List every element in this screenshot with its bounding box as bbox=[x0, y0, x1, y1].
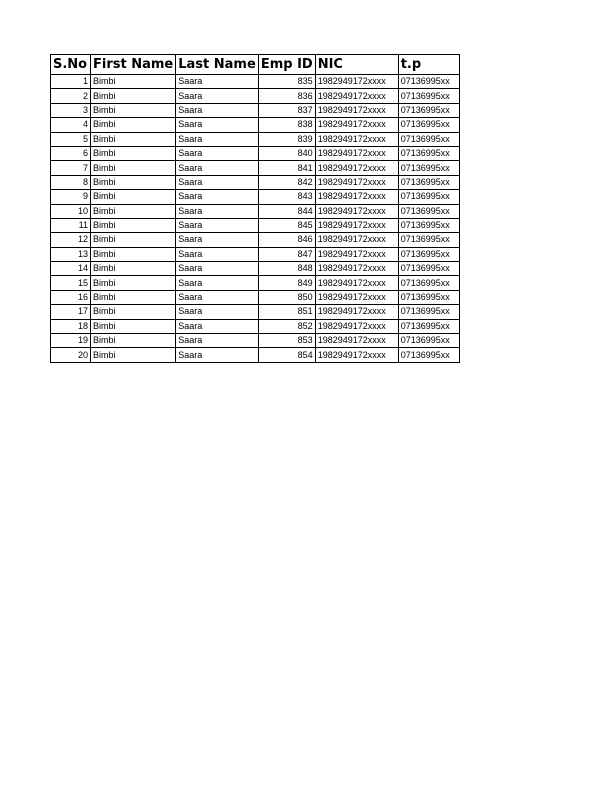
table-row bbox=[51, 175, 460, 189]
cell-sno: 9 bbox=[51, 190, 91, 204]
table-row bbox=[51, 204, 460, 218]
cell-tp: 07136995xx bbox=[398, 75, 459, 89]
cell-emp-id: 845 bbox=[258, 218, 315, 232]
cell-first-name: Bimbi bbox=[91, 175, 176, 189]
cell-sno: 6 bbox=[51, 146, 91, 160]
cell-emp-id: 849 bbox=[258, 276, 315, 290]
cell-last-name: Saara bbox=[176, 305, 259, 319]
cell-nic: 1982949172xxxx bbox=[315, 247, 398, 261]
cell-sno: 16 bbox=[51, 290, 91, 304]
cell-emp-id: 836 bbox=[258, 89, 315, 103]
cell-nic: 1982949172xxxx bbox=[315, 146, 398, 160]
cell-nic: 1982949172xxxx bbox=[315, 75, 398, 89]
cell-tp: 07136995xx bbox=[398, 89, 459, 103]
cell-sno: 3 bbox=[51, 103, 91, 117]
cell-last-name: Saara bbox=[176, 247, 259, 261]
cell-emp-id: 839 bbox=[258, 132, 315, 146]
table-row bbox=[51, 334, 460, 348]
cell-last-name: Saara bbox=[176, 175, 259, 189]
cell-sno: 14 bbox=[51, 262, 91, 276]
cell-last-name: Saara bbox=[176, 146, 259, 160]
cell-sno: 10 bbox=[51, 204, 91, 218]
table-row bbox=[51, 190, 460, 204]
header-nic: NIC bbox=[315, 55, 398, 75]
cell-emp-id: 837 bbox=[258, 103, 315, 117]
cell-last-name: Saara bbox=[176, 334, 259, 348]
table-row bbox=[51, 348, 460, 362]
table-row bbox=[51, 146, 460, 160]
cell-nic: 1982949172xxxx bbox=[315, 103, 398, 117]
table-row bbox=[51, 118, 460, 132]
cell-sno: 15 bbox=[51, 276, 91, 290]
cell-last-name: Saara bbox=[176, 204, 259, 218]
cell-sno: 11 bbox=[51, 218, 91, 232]
cell-first-name: Bimbi bbox=[91, 218, 176, 232]
header-sno: S.No bbox=[51, 55, 91, 75]
cell-first-name: Bimbi bbox=[91, 262, 176, 276]
cell-nic: 1982949172xxxx bbox=[315, 290, 398, 304]
cell-nic: 1982949172xxxx bbox=[315, 334, 398, 348]
cell-tp: 07136995xx bbox=[398, 218, 459, 232]
cell-tp: 07136995xx bbox=[398, 334, 459, 348]
cell-last-name: Saara bbox=[176, 262, 259, 276]
cell-emp-id: 848 bbox=[258, 262, 315, 276]
cell-sno: 18 bbox=[51, 319, 91, 333]
cell-tp: 07136995xx bbox=[398, 247, 459, 261]
cell-sno: 13 bbox=[51, 247, 91, 261]
table-row bbox=[51, 262, 460, 276]
cell-tp: 07136995xx bbox=[398, 132, 459, 146]
cell-nic: 1982949172xxxx bbox=[315, 348, 398, 362]
cell-emp-id: 844 bbox=[258, 204, 315, 218]
cell-nic: 1982949172xxxx bbox=[315, 89, 398, 103]
cell-last-name: Saara bbox=[176, 218, 259, 232]
cell-last-name: Saara bbox=[176, 89, 259, 103]
table-row bbox=[51, 290, 460, 304]
cell-last-name: Saara bbox=[176, 348, 259, 362]
cell-last-name: Saara bbox=[176, 319, 259, 333]
cell-nic: 1982949172xxxx bbox=[315, 204, 398, 218]
cell-tp: 07136995xx bbox=[398, 233, 459, 247]
table-row bbox=[51, 319, 460, 333]
cell-sno: 8 bbox=[51, 175, 91, 189]
cell-sno: 20 bbox=[51, 348, 91, 362]
cell-tp: 07136995xx bbox=[398, 305, 459, 319]
cell-tp: 07136995xx bbox=[398, 262, 459, 276]
cell-last-name: Saara bbox=[176, 103, 259, 117]
cell-last-name: Saara bbox=[176, 190, 259, 204]
cell-emp-id: 843 bbox=[258, 190, 315, 204]
table-row bbox=[51, 161, 460, 175]
cell-last-name: Saara bbox=[176, 276, 259, 290]
table-row bbox=[51, 247, 460, 261]
cell-nic: 1982949172xxxx bbox=[315, 233, 398, 247]
cell-first-name: Bimbi bbox=[91, 247, 176, 261]
cell-sno: 5 bbox=[51, 132, 91, 146]
cell-emp-id: 847 bbox=[258, 247, 315, 261]
table-row bbox=[51, 305, 460, 319]
cell-last-name: Saara bbox=[176, 75, 259, 89]
cell-last-name: Saara bbox=[176, 118, 259, 132]
cell-first-name: Bimbi bbox=[91, 132, 176, 146]
header-last-name: Last Name bbox=[176, 55, 259, 75]
cell-nic: 1982949172xxxx bbox=[315, 262, 398, 276]
cell-tp: 07136995xx bbox=[398, 348, 459, 362]
cell-nic: 1982949172xxxx bbox=[315, 175, 398, 189]
cell-last-name: Saara bbox=[176, 161, 259, 175]
table-row bbox=[51, 103, 460, 117]
cell-emp-id: 852 bbox=[258, 319, 315, 333]
header-tp: t.p bbox=[398, 55, 459, 75]
cell-first-name: Bimbi bbox=[91, 204, 176, 218]
cell-first-name: Bimbi bbox=[91, 146, 176, 160]
cell-first-name: Bimbi bbox=[91, 75, 176, 89]
cell-first-name: Bimbi bbox=[91, 348, 176, 362]
cell-emp-id: 842 bbox=[258, 175, 315, 189]
cell-tp: 07136995xx bbox=[398, 276, 459, 290]
cell-sno: 2 bbox=[51, 89, 91, 103]
cell-emp-id: 851 bbox=[258, 305, 315, 319]
cell-nic: 1982949172xxxx bbox=[315, 276, 398, 290]
table-row bbox=[51, 89, 460, 103]
cell-tp: 07136995xx bbox=[398, 290, 459, 304]
cell-sno: 17 bbox=[51, 305, 91, 319]
cell-tp: 07136995xx bbox=[398, 319, 459, 333]
cell-tp: 07136995xx bbox=[398, 103, 459, 117]
cell-nic: 1982949172xxxx bbox=[315, 118, 398, 132]
cell-first-name: Bimbi bbox=[91, 161, 176, 175]
table-row bbox=[51, 218, 460, 232]
cell-emp-id: 850 bbox=[258, 290, 315, 304]
cell-emp-id: 840 bbox=[258, 146, 315, 160]
cell-emp-id: 841 bbox=[258, 161, 315, 175]
cell-first-name: Bimbi bbox=[91, 319, 176, 333]
cell-sno: 1 bbox=[51, 75, 91, 89]
cell-last-name: Saara bbox=[176, 233, 259, 247]
cell-emp-id: 853 bbox=[258, 334, 315, 348]
cell-sno: 7 bbox=[51, 161, 91, 175]
cell-first-name: Bimbi bbox=[91, 190, 176, 204]
cell-first-name: Bimbi bbox=[91, 233, 176, 247]
cell-first-name: Bimbi bbox=[91, 89, 176, 103]
cell-nic: 1982949172xxxx bbox=[315, 190, 398, 204]
cell-first-name: Bimbi bbox=[91, 334, 176, 348]
cell-nic: 1982949172xxxx bbox=[315, 319, 398, 333]
employee-table bbox=[50, 54, 460, 363]
cell-first-name: Bimbi bbox=[91, 290, 176, 304]
cell-tp: 07136995xx bbox=[398, 161, 459, 175]
cell-first-name: Bimbi bbox=[91, 118, 176, 132]
header-row bbox=[51, 55, 460, 75]
header-emp-id: Emp ID bbox=[258, 55, 315, 75]
cell-tp: 07136995xx bbox=[398, 190, 459, 204]
table-row bbox=[51, 132, 460, 146]
header-first-name: First Name bbox=[91, 55, 176, 75]
cell-emp-id: 838 bbox=[258, 118, 315, 132]
cell-nic: 1982949172xxxx bbox=[315, 161, 398, 175]
cell-emp-id: 854 bbox=[258, 348, 315, 362]
cell-emp-id: 846 bbox=[258, 233, 315, 247]
cell-emp-id: 835 bbox=[258, 75, 315, 89]
cell-first-name: Bimbi bbox=[91, 305, 176, 319]
cell-nic: 1982949172xxxx bbox=[315, 132, 398, 146]
cell-last-name: Saara bbox=[176, 132, 259, 146]
cell-tp: 07136995xx bbox=[398, 204, 459, 218]
cell-first-name: Bimbi bbox=[91, 276, 176, 290]
cell-nic: 1982949172xxxx bbox=[315, 305, 398, 319]
table-row bbox=[51, 276, 460, 290]
cell-sno: 4 bbox=[51, 118, 91, 132]
cell-first-name: Bimbi bbox=[91, 103, 176, 117]
cell-last-name: Saara bbox=[176, 290, 259, 304]
cell-sno: 12 bbox=[51, 233, 91, 247]
cell-nic: 1982949172xxxx bbox=[315, 218, 398, 232]
cell-tp: 07136995xx bbox=[398, 118, 459, 132]
cell-tp: 07136995xx bbox=[398, 146, 459, 160]
table-row bbox=[51, 233, 460, 247]
table-row bbox=[51, 75, 460, 89]
cell-sno: 19 bbox=[51, 334, 91, 348]
cell-tp: 07136995xx bbox=[398, 175, 459, 189]
